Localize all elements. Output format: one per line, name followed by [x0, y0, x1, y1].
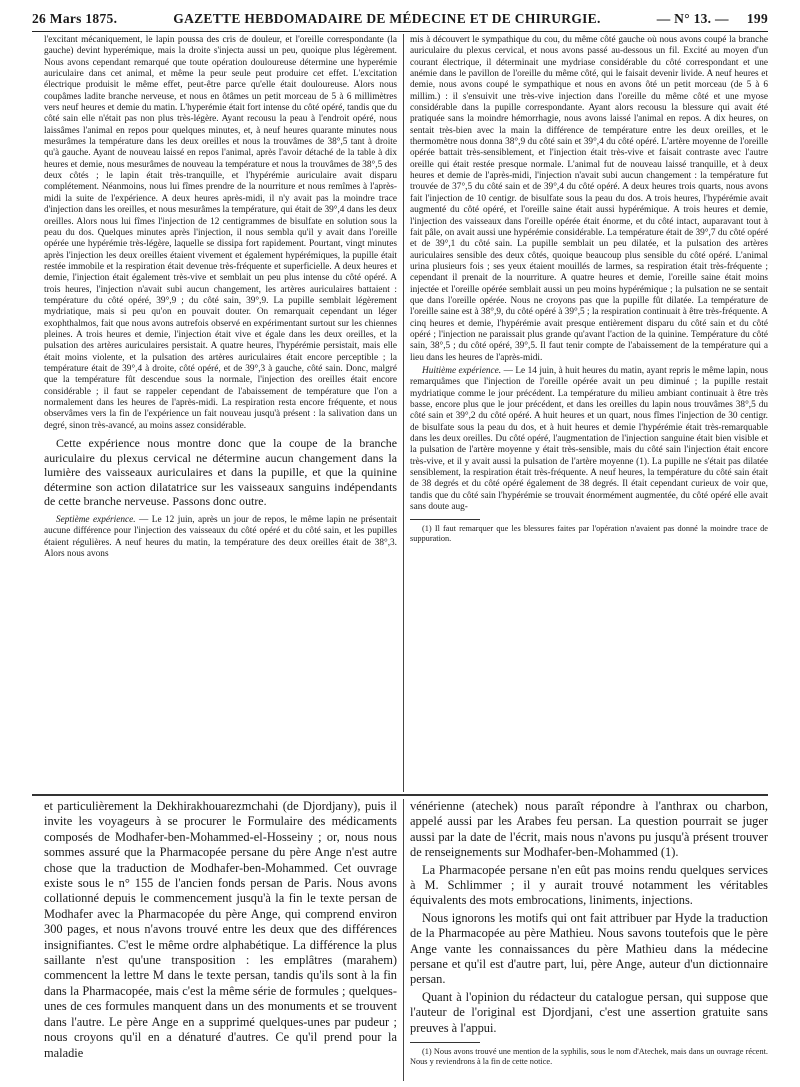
footnote: (1) Il faut remarquer que les blessures faites par l'opération n'avaient pas donné la moindre trace de suppuration.: [410, 524, 768, 544]
page-number: 199: [746, 11, 768, 26]
paragraph-text: — Le 14 juin, à huit heures du matin, ayant repris le même lapin, nous remarquâmes que l'injection de l'oreille opérée avait un peu diminué ; la pupille restait mydriatique comme le jour précédent. La température du milieu ambiant continuait à être très basse, encore plus que le jour précédent, et dans les oreilles du lapin nous trouvâmes 38°,5 du côté sain et 39°,2 du côté opéré. A huit heures et un quart, nous fîmes l'injection de 30 centigr. de bisulfate sous la peau du dos, et à huit heures et demie l'hypérémie était très-remarquable dans les deux oreilles. Du côté opéré, l'augmentation de l'injection sanguine était bien visible et la pulsation de l'artère moyenne y était très-sensible, mais du côté sain l'injection était encore très-vive, et il y avait aussi la pulsation de l'artère moyenne (1). La pupille ne s'était pas dilatée sensiblement, la respiration était très-fréquente. A neuf heures, la température du côté sain était de 38 degrés et du côté opéré également de 38 degrés. Il était cependant curieux de voir que, tandis que du côté sain l'hypérémie se trouvait énormément augmentée, du côté opéré elle avait sans doute aug-: [410, 365, 768, 513]
summary-paragraph: Cette expérience nous montre donc que la coupe de la branche auriculaire du plexus cervical ne détermine aucun changement dans la lumière des vaisseaux auriculaires et dans la pupille, et que la quinine détermine son action dilatatrice sur les vaisseaux sanguins indépendants de cette branche nerveuse. Passons donc outre.: [44, 436, 397, 509]
footnote-rule: [410, 519, 480, 520]
footnote: (1) Nous avons trouvé une mention de la syphilis, sous le nom d'Atechek, mais dans un ouvrage récent. Nous y reviendrons à la fin de cette notice.: [410, 1047, 768, 1067]
section-rule: [32, 794, 768, 796]
lower-right-column: [410, 799, 768, 1081]
running-header: [32, 8, 768, 30]
upper-right-column: [410, 35, 768, 790]
journal-title: GAZETTE HEBDOMADAIRE DE MÉDECINE ET DE CHIRURGIE.: [173, 11, 601, 26]
paragraph: et particulièrement la Dekhirakhouarezmchahi (de Djordjany), puis il invite les voyageurs à se procurer le Formulaire des médicaments composés de Modhafer-ben-Mohammed-el-Hosseiny ; or, nous nous sommes assuré que la Pharmacopée persane du père Ange n'est autre chose que la traduction de Modhafer-ben-Mohammed. Cet ouvrage existe sous le n° 155 de l'ancien fonds persan de Paris. Nous avons collationné depuis le commencement jusqu'à la fin le texte persan de Modhafer avec la Pharmacopée du père Ange, qui comprend environ 300 pages, et nous n'avons trouvé entre les deux que des différences insignifiantes. C'est le même ordre alphabétique. La différence la plus saillante n'est qu'une transposition : les emplâtres (marahem) commencent la lettre M dans le texte persan, tandis qu'ils sont à la fin dans la Pharmacopée, mais c'est la même série de formules ; quelques-unes de ces formules manquent dans un des monuments et se trouvent dans l'autre. Le père Ange en a supprimé quelques-unes par pudeur ; nous croyons qu'il en a dénaturé d'autres. Ce qu'il prend pour la maladie: [44, 799, 397, 1060]
header-rule: [32, 31, 768, 32]
upper-left-column: [44, 35, 397, 790]
footnote-rule: [410, 1042, 480, 1043]
paragraph: Quant à l'opinion du rédacteur du catalogue persan, qui suppose que l'auteur de l'original est Djordjani, c'est une assertion gratuite sans preuves à l'appui.: [410, 989, 768, 1035]
column-divider: [403, 799, 404, 1081]
paragraph: mis à découvert le sympathique du cou, du même côté gauche où nous avons coupé la branche auriculaire du plexus cervical, et nous avons passé au-dessous un fil. Excité au moyen d'un courant électrique, il déterminait une mydriase considérable du côté correspondant et une anémie dans le pavillon de l'oreille du même côté, qui le faisait devenir livide. A neuf heures et demie, nous avons coupé le sympathique et nous en avons ôté un petit morceau (de 5 à 6 millim.) : il s'ensuivit une très-vive injection dans l'oreille du même côté et une myose considérable dans la pupille correspondante. Ayant alors recousu la blessure qui avait été pratiquée sans la moindre hémorrhagie, nous avons laissé l'animal en repos. A dix heures, on sentait très-bien avec la main la différence de température entre les deux oreilles, et le thermomètre nous donna 38°,9 du côté sain et 39°,4 du côté opéré. L'artère moyenne de l'oreille opérée battait très-sensiblement, et l'injection était très-vive et faisait contraste avec l'autre oreille qui était restée presque normale. L'animal fut de nouveau laissé tranquille, et à deux heures et demie de l'après-midi, l'injection n'avait subi aucun changement : la température fut trouvée de 37°,5 du côté sain et de 39°,4 du côté opéré. A deux heures trois quarts, nous avons fait l'injection de 10 centigr. de bisulfate sous la peau du dos. A trois heures, l'hypérémie avait augmenté du côté opéré, et l'oreille saine était aussi hypérémique. A trois heures et demie, l'injection des vaisseaux dans l'oreille opérée était énorme, et du côté intact, auparavant tout à fait pâle, on avait aussi une hypérémie considérable. La température était de 39°,7 du côté opéré et de 39°,1 du côté sain. La pupille semblait un peu dilatée, et la pulsation des artères auriculaires sensible des deux côtés, quoique beaucoup plus sensible du côté opéré. L'animal urina plusieurs fois ; ses yeux étaient mouillés de larmes, sa respiration était très-fréquente ; cependant il prenait de la nourriture. A quatre heures et demie, l'oreille saine était moins injectée et l'oreille opérée semblait aussi un peu moins hypérémique ; la pulsation ne se sentait que dans l'oreille opérée. Nous ne croyons pas que la pupille fût dilatée. La température de l'oreille saine est à 38°,9, du côté opéré à 39°,5 ; la respiration continuait à être très-fréquente. A cinq heures et demie, l'hypérémie avait presque entièrement disparu du côté sain et du côté opéré ; l'injection ne paraissait plus grande qu'avant l'action de la quinine. Température du côté sain, 38°,5 ; du côté opéré, 39°,5. Il faut tenir compte de l'abaissement de la température qui a lieu dans les heures de l'après-midi.: [410, 35, 768, 363]
paragraph: La Pharmacopée persane n'en eût pas moins rendu quelques services à M. Schlimmer ; il y aurait trouvé notamment les véritables équivalents des mots embrocations, liniments, injections.: [410, 862, 768, 908]
section-heading: Septième expérience.: [56, 515, 136, 525]
issue-number: — N° 13. —: [656, 11, 729, 26]
paragraph: Nous ignorons les motifs qui ont fait attribuer par Hyde la traduction de la Pharmacopée au père Mathieu. Nous savons toutefois que le père Ange vante les connaissances du père Mathieu dans la médecine persane et qu'il est d'autre part, lui, père Ange, auteur d'un dictionnaire persan.: [410, 910, 768, 987]
paragraph: vénérienne (atechek) nous paraît répondre à l'anthrax ou charbon, appelé aussi par les Arabes feu persan. La question pourrait se juger aussi par la date de l'écrit, mais nous n'avons pu jusqu'à présent trouver de renseignements sur Modhafer-ben-Mohammed (1).: [410, 799, 768, 860]
section-heading: Huitième expérience.: [422, 365, 502, 376]
issue-date: 26 Mars 1875.: [32, 11, 118, 26]
paragraph: l'excitant mécaniquement, le lapin poussa des cris de douleur, et l'oreille correspondante (la gauche) devint hyperémique, mais la droite s'injecta aussi un peu, quoique plus légèrement. Nous avons cependant remarqué que toute opération douloureuse détermine une hyperémie auriculaire dans cet animal, et même la peur seule peut produire cet effet. L'excitation électrique produisit le même effet, peut-être parce qu'elle était douloureuse. Alors nous coupâmes ladite branche nerveuse, et nous en ôtâmes un petit morceau de 5 à 6 millimètres vers neuf heures et demie du matin. L'hyperémie était fort intense du côté opéré, tandis que du côté sain elle n'était pas non plus très-légère. Ayant recousu la peau à l'endroit opéré, nous laissâmes l'animal en repos pour quelques minutes, et, à neuf heures quarante minutes nous mesurâmes la température dans les deux oreilles et nous la trouvâmes de 38°,5 tant à droite qu'à gauche. Ayant de nouveau laissé en repos l'animal, après l'avoir détaché de la table à dix heures et demie, nous mesurâmes de nouveau la température et nous la trouvâmes de 38°,5 des deux côtés ; le lapin était très-tranquille, et l'hypérémie auriculaire avait disparu complétement. Néanmoins, nous lui fîmes prendre de la nourriture et nous remîmes à l'après-midi la suite de l'expérience. A deux heures après-midi, il n'y avait pas la moindre trace d'injection dans les oreilles, et nous mesurâmes la température, qui était de 39°,4 dans les deux oreilles. Alors nous lui fîmes l'injection de 12 centigrammes de bisulfate en solution sous la peau du dos. Quelques minutes après l'injection, il nous sembla qu'il y avait dans l'oreille opérée une hypérémie très-légère, laquelle se dissipa fort rapidement. Pourtant, vingt minutes après l'injection les deux oreilles étaient vivement et également hypérémiques, la pupille était restée immobile et la respiration était devenue très-fréquente et superficielle. A deux heures et demie, l'injection était également très-vive et semblait un peu plus intense du côté opéré. A trois heures, l'injection n'avait subi aucun changement, les artères auriculaires battaient : température du côté opéré, 39°,9 ; du côté sain, 39°,9. La pupille semblait légèrement mydriatique, mais si peu qu'on en pouvait douter. On remarquait cependant un léger exophthalmos, fait que nous avons autrefois observé en expérimentant surtout sur les chiennes pleines. A trois heures et demie, l'injection était vive et égale dans les deux oreilles, et la pulsation des artères auriculaires persistait. A quatre heures, l'hypérémie persistait, mais elle était moins violente, et la pulsation des artères auriculaires était encore perceptible ; la température était de 39°,4 à droite, côté opéré, et de 39°,3 à gauche, côté sain. Donc, malgré que la température fût descendue sous la normale, l'injection des oreilles était encore considérable ; il faut se rappeler cependant de l'abaissement de température que l'on a normalement dans les heures de l'après-midi. La respiration resta encore fréquente, et nous observâmes vers la fin de l'expérience un fait nouveau jusqu'à présent : la salivation dans un degré, sinon très-avancé, au moins assez considérable.: [44, 35, 397, 431]
lower-left-column: [44, 799, 397, 1081]
paragraph: [410, 366, 768, 513]
column-divider: [403, 34, 404, 792]
paragraph-text: — Le 12 juin, après un jour de repos, le même lapin ne présentait aucune différence pour l'injection des vaisseaux du côté opéré et du côté sain, et les pupilles étaient régulières. A neuf heures du matin, la température des deux oreilles était de 38°,3. Alors nous avons: [44, 515, 397, 560]
paragraph: [44, 515, 397, 560]
